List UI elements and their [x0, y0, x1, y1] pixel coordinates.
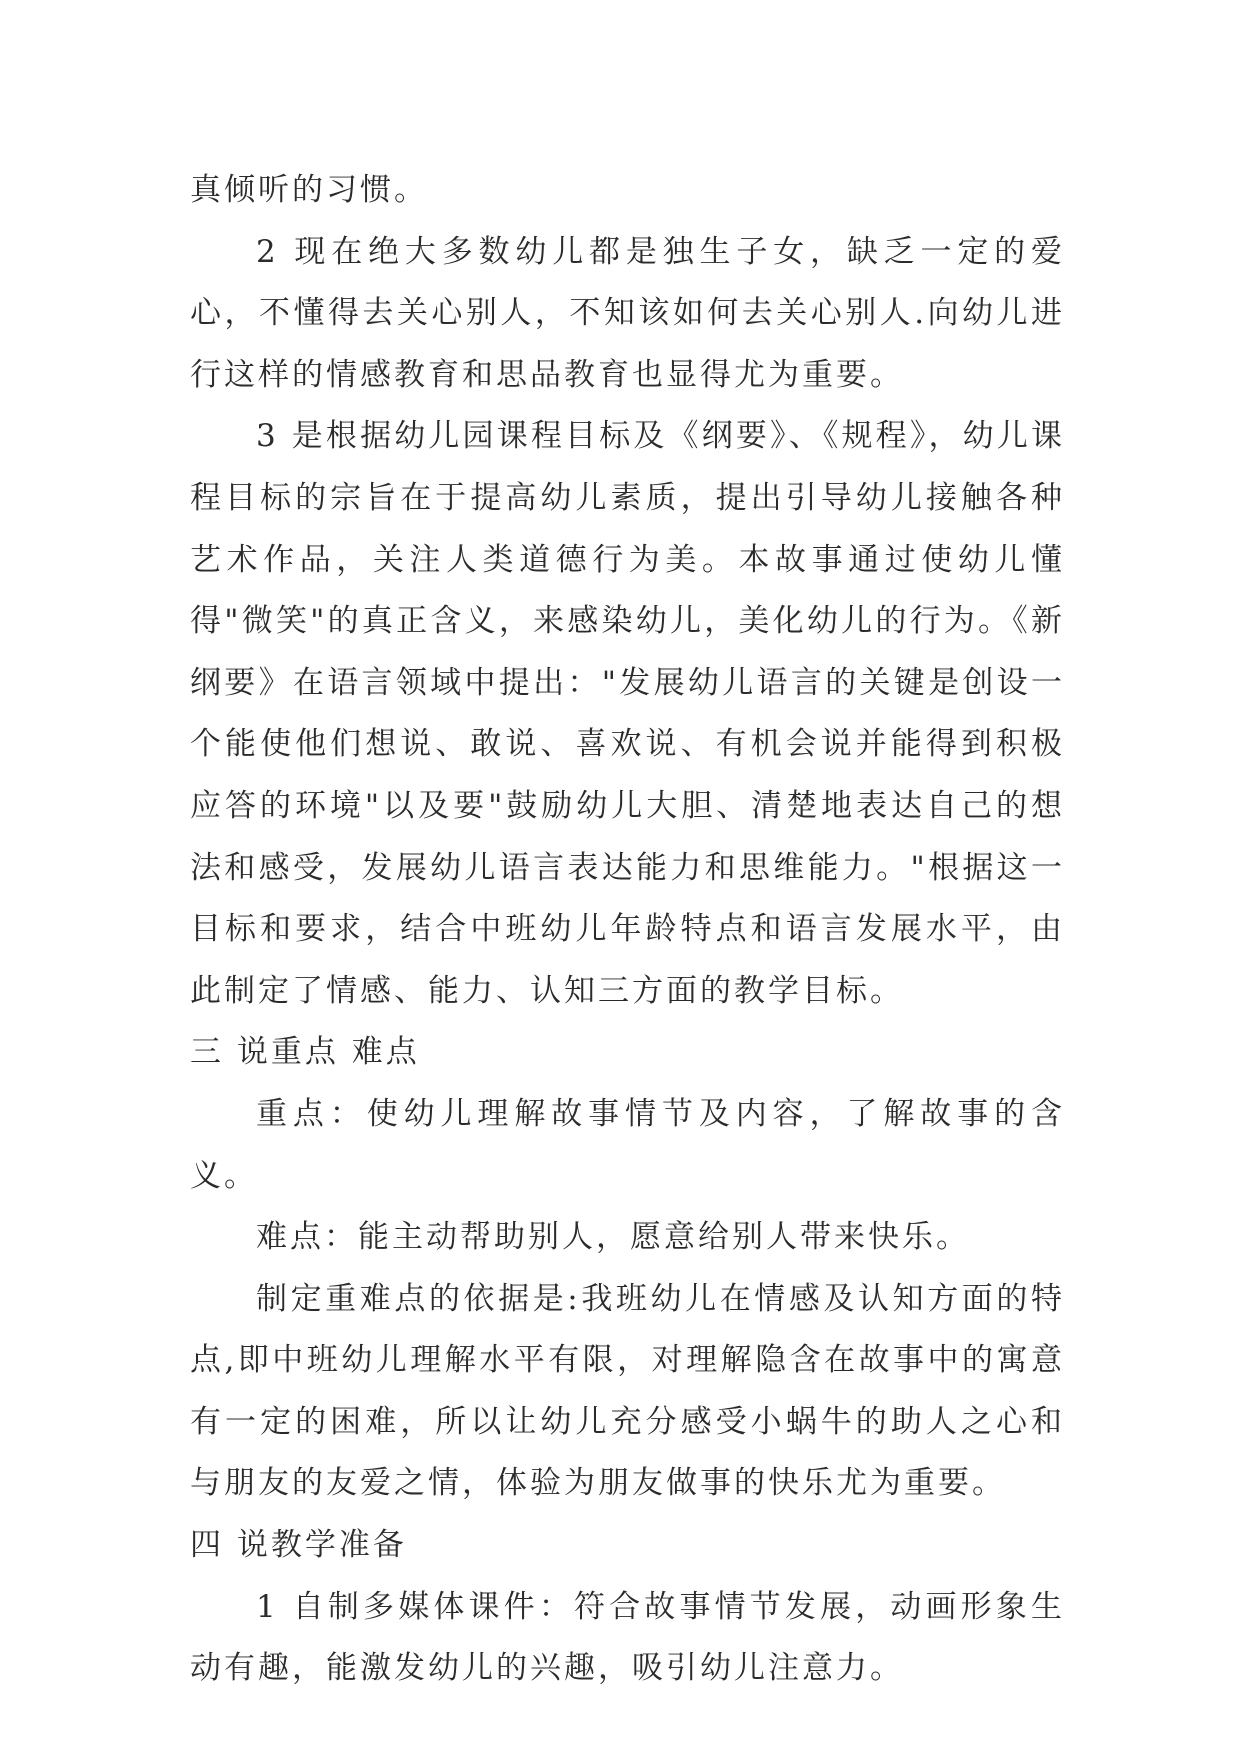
paragraph-point-3: 3 是根据幼儿园课程目标及《纲要》、《规程》，幼儿课程目标的宗旨在于提高幼儿素质，提出引导幼儿接触各种艺术作品，关注人类道德行为美。本故事通过使幼儿懂得"微笑"的真正含义，来感染幼儿，美化幼儿的行为。《新纲要》在语言领域中提出："发展幼儿语言的关键是创设一个能使他们想说、敢说、喜欢说、有机会说并能得到积极应答的环境"以及要"鼓励幼儿大胆、清楚地表达自己的想法和感受，发展幼儿语言表达能力和思维能力。"根据这一目标和要求，结合中班幼儿年龄特点和语言发展水平，由此制定了情感、能力、认知三方面的教学目标。	[190, 418, 1065, 1009]
section-heading-preparation: 四 说教学准备	[190, 1527, 407, 1564]
document-body	[190, 160, 1065, 1700]
paragraph-continuation: 真倾听的习惯。	[190, 172, 428, 208]
section-heading-key-points: 三 说重点 难点	[190, 1034, 420, 1071]
paragraph-preparation-1: 1 自制多媒体课件：符合故事情节发展，动画形象生动有趣，能激发幼儿的兴趣，吸引幼儿注意力。	[190, 1588, 1065, 1687]
paragraph-key-point: 重点：使幼儿理解故事情节及内容，了解故事的含义。	[190, 1095, 1065, 1194]
paragraph-difficult-point: 难点：能主动帮助别人，愿意给别人带来快乐。	[256, 1219, 970, 1256]
paragraph-rationale: 制定重难点的依据是:我班幼儿在情感及认知方面的特点,即中班幼儿理解水平有限，对理解隐含在故事中的寓意有一定的困难，所以让幼儿充分感受小蜗牛的助人之心和与朋友的友爱之情，体验为朋友做事的快乐尤为重要。	[190, 1280, 1065, 1502]
paragraph-point-2: 2 现在绝大多数幼儿都是独生子女，缺乏一定的爱心，不懂得去关心别人，不知该如何去关心别人.向幼儿进行这样的情感教育和思品教育也显得尤为重要。	[190, 233, 1065, 393]
